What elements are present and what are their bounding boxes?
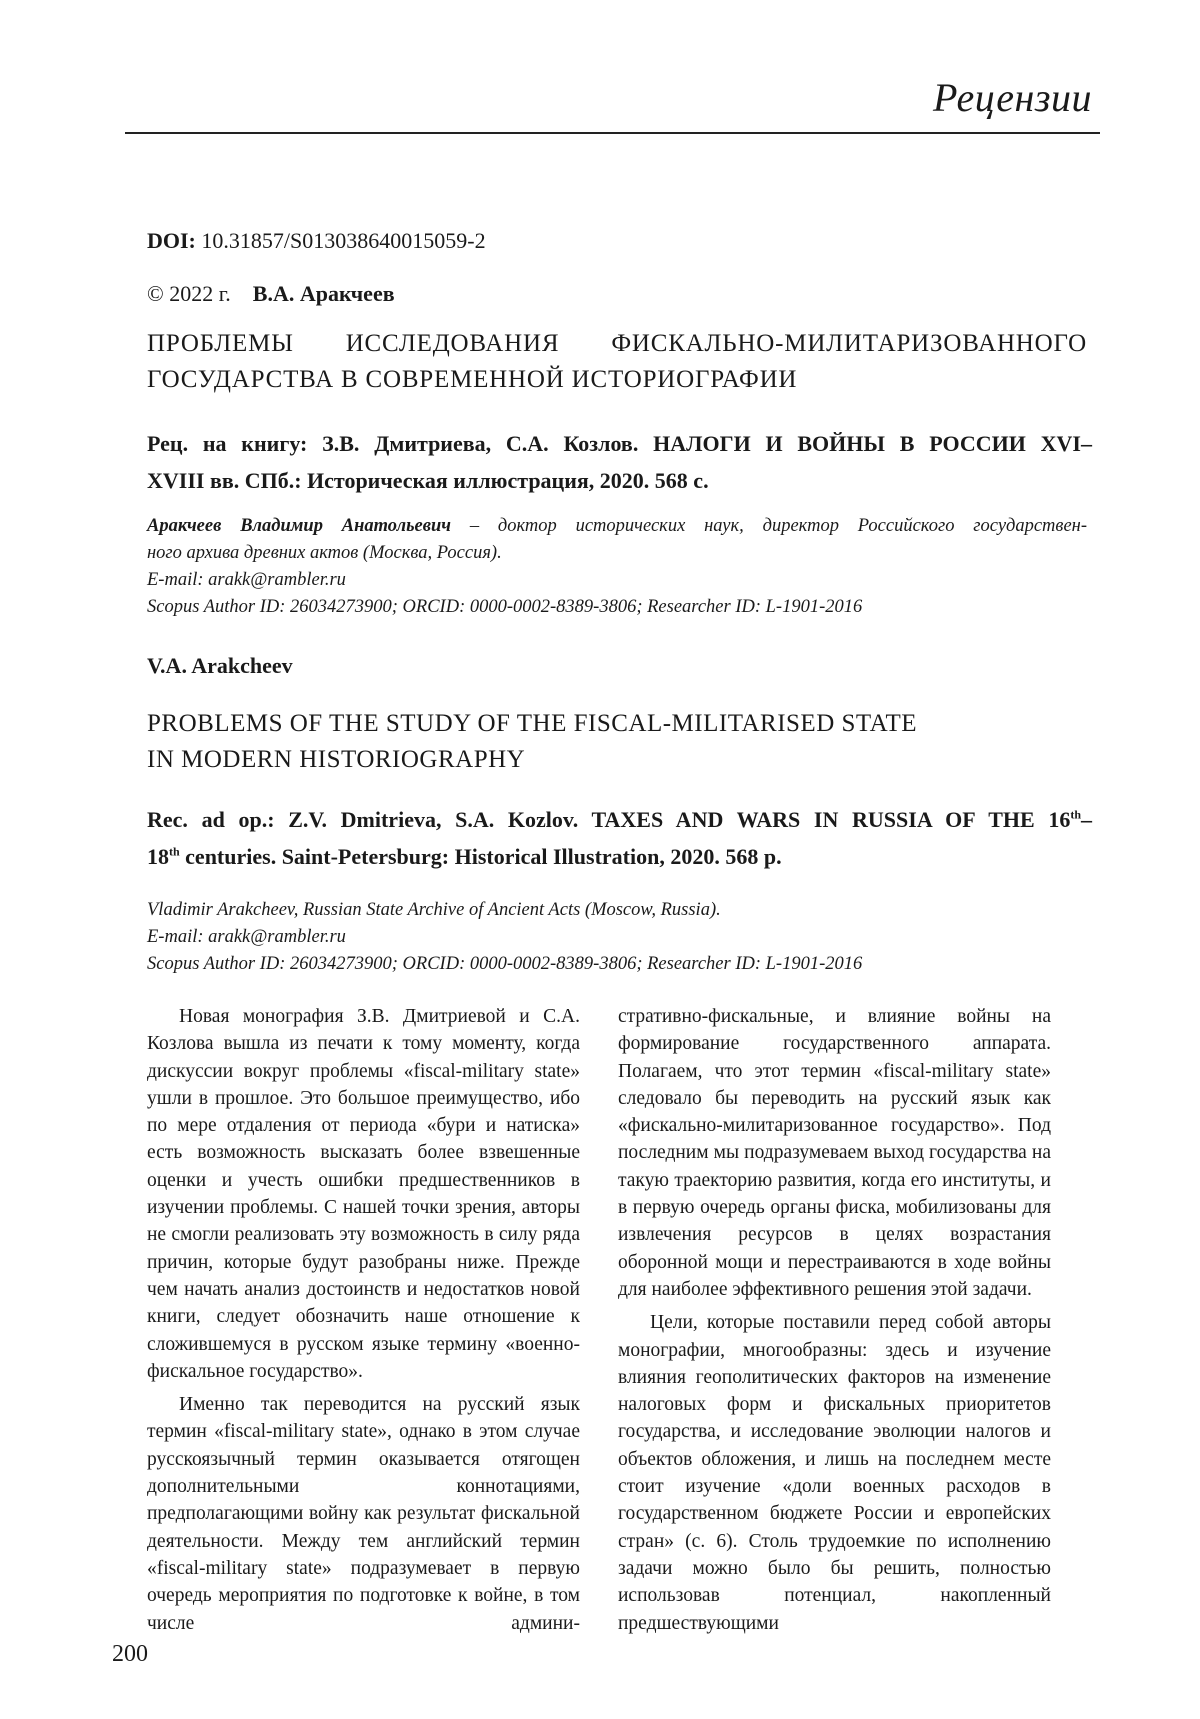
author-email-en: E-mail: arakk@rambler.ru — [147, 927, 346, 947]
copyright-year: © 2022 г. — [147, 281, 231, 306]
review-ru-line1: Рец. на книгу: З.В. Дмитриева, С.А. Козлов. НАЛОГИ И ВОЙНЫ В РОССИИ XVI– — [147, 431, 1092, 456]
review-en-line1b: – — [1081, 807, 1092, 832]
body-column-left — [147, 1003, 580, 1637]
body-paragraph: Цели, которые поставили перед собой авторы монографии, многообразны: здесь и изучение влияния геополитических факторов на изменение налоговых форм и фискальных приоритетов государства, и исследование эволюции налогов и объектов обложения, и лишь на последнем месте стоит изучение «доли военных расходов в государственном бюджете России и европейских стран» (с. 6). Столь трудоемкие по исполнению задачи можно было бы решить, полностью использовав потенциал, накопленный предшествующими — [618, 1312, 1051, 1634]
review-reference-en — [147, 801, 1092, 875]
review-reference-ru — [147, 425, 1092, 499]
author-affiliation-en: Vladimir Arakcheev, Russian State Archive of Ancient Acts (Moscow, Russia). — [147, 900, 721, 920]
title-en-line1: PROBLEMS OF THE STUDY OF THE FISCAL-MILITARISED STATE — [147, 710, 918, 737]
author-name-ru: В.А. Аракчеев — [252, 281, 395, 306]
review-ru-line2: XVIII вв. СПб.: Историческая иллюстрация, 2020. 568 с. — [147, 468, 709, 493]
page-number: 200 — [112, 1641, 148, 1667]
author-desc-line2: ного архива древних актов (Москва, Россия). — [147, 543, 502, 563]
body-paragraph: стративно-фискальные, и влияние войны на формирование государственного аппарата. Полагаем, что этот термин «fiscal-military state» следовало бы переводить на русский язык как «фискально-милитаризованное государство». Под последним мы подразумеваем выход государства на такую траекторию развития, когда его институты, и в первую очередь органы фиска, мобилизованы для извлечения ресурсов в целях возрастания оборонной мощи и перестраиваются в ходе войны для наиболее эффективного решения этой задачи. — [618, 1006, 1051, 1300]
author-fullname: Аракчеев Владимир Анатольевич — [147, 516, 451, 536]
running-header: Рецензии — [933, 75, 1092, 120]
title-en-line2: IN MODERN HISTORIOGRAPHY — [147, 746, 526, 773]
author-info-ru — [147, 513, 1087, 621]
review-en-sup2: th — [169, 844, 180, 859]
author-info-en — [147, 897, 1087, 978]
article-title-en — [147, 706, 1087, 778]
body-column-right — [618, 1003, 1051, 1637]
article-title-ru — [147, 326, 1087, 398]
review-en-sup1: th — [1070, 807, 1081, 822]
title-ru-line2: ГОСУДАРСТВА В СОВРЕМЕННОЙ ИСТОРИОГРАФИИ — [147, 366, 798, 393]
author-desc-line1: – доктор исторических наук, директор Российского государствен- — [451, 516, 1087, 536]
copyright-line — [147, 281, 395, 307]
author-ids-ru: Scopus Author ID: 26034273900; ORCID: 0000-0002-8389-3806; Researcher ID: L-1901-2016 — [147, 597, 863, 617]
header-rule — [125, 132, 1100, 134]
review-en-line2b: centuries. Saint-Petersburg: Historical Illustration, 2020. 568 p. — [179, 844, 782, 869]
author-name-en: V.A. Arakcheev — [147, 653, 293, 678]
doi-line — [147, 228, 486, 254]
title-ru-line1: ПРОБЛЕМЫ ИССЛЕДОВАНИЯ ФИСКАЛЬНО-МИЛИТАРИЗОВАННОГО — [147, 330, 1087, 357]
doi-label: DOI: — [147, 228, 196, 253]
doi-value: 10.31857/S013038640015059-2 — [201, 228, 486, 253]
review-en-line2a: 18 — [147, 844, 169, 869]
author-email-ru: E-mail: arakk@rambler.ru — [147, 570, 346, 590]
review-en-line1a: Rec. ad op.: Z.V. Dmitrieva, S.A. Kozlov. TAXES AND WARS IN RUSSIA OF THE 16 — [147, 807, 1071, 832]
body-paragraph: Новая монография З.В. Дмитриевой и С.А. Козлова вышла из печати к тому моменту, когда дискуссии вокруг проблемы «fiscal-military state» ушли в прошлое. Это большое преимущество, ибо по мере отдаления от периода «бури и натиска» есть возможность высказать более взвешенные оценки и учесть ошибки предшественников в изучении проблемы. С нашей точки зрения, авторы не смогли реализовать эту возможность в силу ряда причин, которые будут разобраны ниже. Прежде чем начать анализ достоинств и недостатков новой книги, следует обозначить наше отношение к сложившемуся в русском языке термину «военно-фискальное государство». — [147, 1006, 580, 1382]
body-paragraph: Именно так переводится на русский язык термин «fiscal-military state», однако в этом случае русскоязычный термин оказывается отягощен дополнительными коннотациями, предполагающими войну как результат фискальной деятельности. Между тем английский термин «fiscal-military state» подразумевает в первую очередь мероприятия по подготовке к войне, в том числе админи- — [147, 1394, 580, 1634]
author-ids-en: Scopus Author ID: 26034273900; ORCID: 0000-0002-8389-3806; Researcher ID: L-1901-2016 — [147, 954, 863, 974]
